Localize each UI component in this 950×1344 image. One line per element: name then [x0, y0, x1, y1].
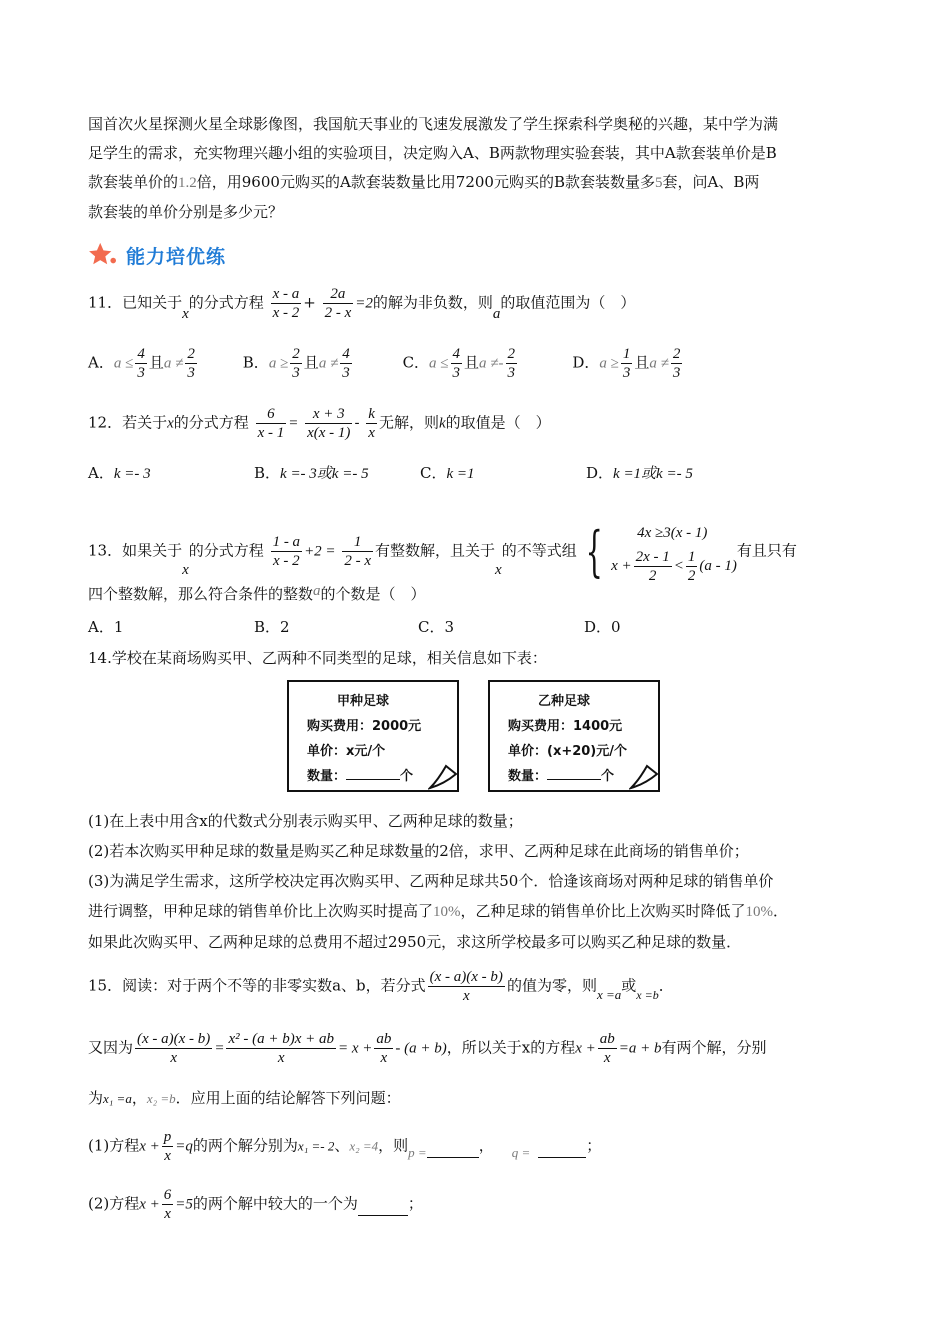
- intro-line-4: 款套装的单价分别是多少元？: [88, 203, 284, 221]
- q14-part-3-cont: 进行调整，甲种足球的销售单价比上次购买时提高了10%，乙种足球的销售单价比上次购买时降低了10%．: [88, 902, 789, 920]
- intro-line-2: 足学生的需求，充实物理兴趣小组的实验项目，决定购入A、B两款物理实验套装，其中A款套装单价是B: [88, 144, 777, 162]
- q11-option-b[interactable]: B．a ≥ $\frac{2}{3}$ 且a ≠ $\frac{4}{3}$: [242, 346, 350, 381]
- card-a-price: 单价：x元/个: [307, 744, 386, 759]
- card-a-qty-blank[interactable]: [346, 779, 400, 780]
- brace-symbol: {: [585, 519, 603, 583]
- q14-part-3: (3)为满足学生需求，这所学校决定再次购买甲、乙两种足球共50个．恰逢该商场对两种足球的销售单价: [88, 872, 774, 890]
- q11-option-d[interactable]: D．a ≥ $\frac{1}{3}$ 且a ≠ $\frac{2}{3}$: [572, 346, 681, 381]
- card-a-qty: 数量： 个: [307, 769, 414, 784]
- q14-part-3-end: 如果此次购买甲、乙两种足球的总费用不超过2950元，求这所学校最多可以购买乙种足球的数量．: [88, 933, 742, 951]
- q13-line-2: 四个整数解，那么符合条件的整数a的个数是（ ）: [88, 583, 426, 603]
- p-answer-blank[interactable]: [427, 1135, 479, 1158]
- intro-line-1: 国首次火星探测火星全球影像图，我国航天事业的飞速发展激发了学生探索科学奥秘的兴趣，某中学为满: [88, 115, 779, 133]
- card-a-fold-icon: [428, 760, 460, 792]
- q13-option-a[interactable]: A．1: [88, 618, 124, 636]
- q12-option-c[interactable]: C．k =1: [420, 464, 475, 482]
- q15-stem: 15．阅读：对于两个不等的非零实数a、b，若分式 $\frac{(x - a)(x - b)}{x}$ 的值为零，则x =a或$_{x =b}$．: [88, 969, 674, 1004]
- q14-stem: 14.学校在某商场购买甲、乙两种不同类型的足球，相关信息如下表：: [88, 649, 547, 667]
- section-heading: [88, 240, 226, 270]
- q15-line-3: 为x₁ =a，x₂ =b．应用上面的结论解答下列问题：: [88, 1089, 401, 1107]
- q12-option-d[interactable]: D．k =1或k =- 5: [586, 464, 693, 482]
- q-answer-blank[interactable]: [538, 1135, 586, 1158]
- q14-part-2: (2)若本次购买甲种足球的数量是购买乙种足球数量的2倍，求甲、乙两种足球在此商场的销售单价；: [88, 842, 749, 860]
- q11-option-c[interactable]: C．a ≤ $\frac{4}{3}$ 且a ≠- $\frac{2}{3}$: [402, 346, 516, 381]
- q15-part-1: (1)方程x + $\frac{p}{x}$ =q的两个解分别为x₁ =- 2、x₂ =4，则p = ， q = ；: [88, 1129, 602, 1164]
- card-b-qty: 数量： 个: [508, 769, 615, 784]
- card-b-price: 单价：(x+20)元/个: [508, 744, 627, 759]
- card-b-cost: 购买费用：1400元: [508, 719, 623, 734]
- q13-option-b[interactable]: B．2: [254, 618, 290, 636]
- q15-part-2: (2)方程x + $\frac{6}{x}$ =5的两个解中较大的一个为 ；: [88, 1187, 423, 1222]
- card-b-fold-icon: [629, 760, 661, 792]
- q11-stem: 11．已知关于x的分式方程 $\frac{x - a}{x - 2}$ + $\frac{2a}{2 - x}$ =2的解为非负数，则a的取值范围为（ ）: [88, 286, 636, 322]
- q11-options: [88, 345, 684, 382]
- star-icon: [88, 242, 118, 268]
- q13-option-c[interactable]: C．3: [418, 618, 455, 636]
- larger-root-blank[interactable]: [358, 1193, 408, 1216]
- q11-option-a[interactable]: A．a ≤ $\frac{4}{3}$ 且a ≠ $\frac{2}{3}$: [88, 346, 195, 381]
- q13-stem: 13．如果关于x的分式方程 $\frac{1 - a}{x - 2}$ +2 = $\frac{1}{2 - x}$ 有整数解，且关于x的不等式组 { 4x ≥3(x - 1) x + $\frac{2x - 1}{2}$ < $\frac{1}{2}$ (a - 1) 有且只有: [88, 519, 797, 584]
- inequality-system: 4x ≥3(x - 1) x + $\frac{2x - 1}{2}$ < $\frac{1}{2}$ (a - 1): [611, 525, 737, 584]
- card-a-title: 甲种足球: [337, 694, 390, 709]
- q14-part-1: (1)在上表中用含x的代数式分别表示购买甲、乙两种足球的数量；: [88, 812, 523, 830]
- q13-options: [88, 616, 621, 638]
- q12-options: [88, 462, 693, 485]
- card-b-qty-blank[interactable]: [547, 779, 601, 780]
- q12-option-a[interactable]: A．k =- 3: [88, 464, 151, 482]
- q12-stem: 12．若关于x的分式方程 $\frac{6}{x - 1}$ = $\frac{x + 3}{x(x - 1)}$ - $\frac{k}{x}$ 无解，则k的取值是（ ）: [88, 406, 551, 441]
- card-b-title: 乙种足球: [538, 694, 591, 709]
- intro-line-3: 款套装单价的1.2倍，用9600元购买的A款套装数量比用7200元购买的B款套装数量多5套，问A、B两: [88, 173, 760, 191]
- card-a-cost: 购买费用：2000元: [307, 719, 422, 734]
- section-title: 能力培优练: [126, 245, 227, 268]
- q12-option-b[interactable]: B．k =- 3或k =- 5: [254, 464, 369, 482]
- q13-option-d[interactable]: D．0: [584, 618, 621, 636]
- q15-derivation: 又因为 $\frac{(x - a)(x - b)}{x}$ = $\frac{\text{x² - (a + b)x + ab}}{x}$ = x + $\frac{ab}{x}$ - (a + b)，所以关于x的方程x + $\frac{ab}{x}$ =a + b有两个解，分别: [88, 1031, 767, 1066]
